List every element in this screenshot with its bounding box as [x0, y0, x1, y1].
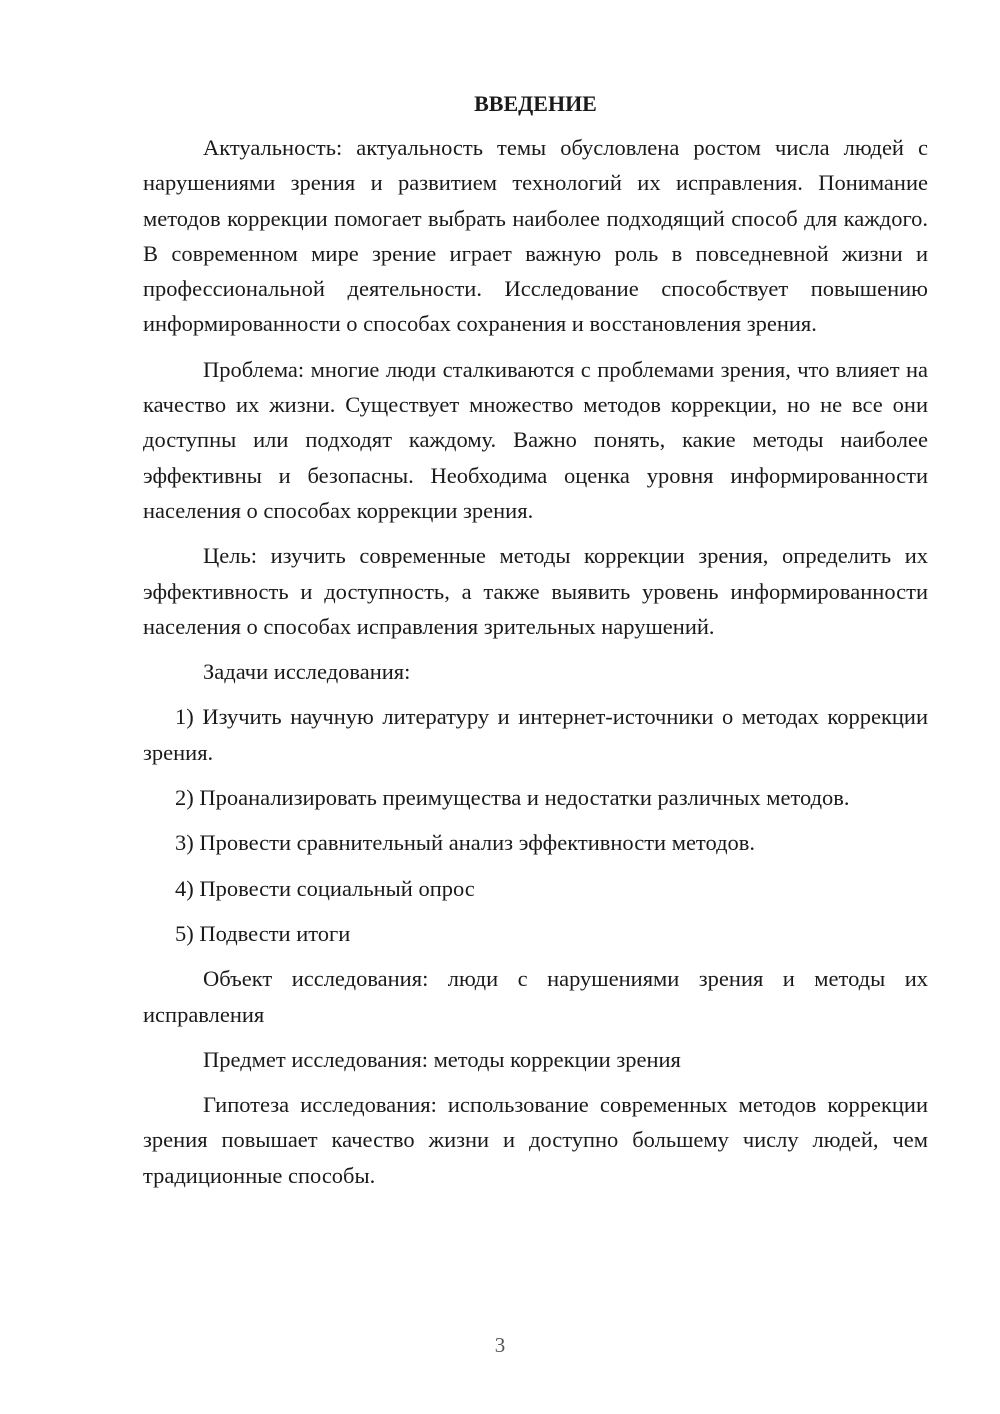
page-number: 3 [494, 1333, 506, 1357]
task-item: 2) Проанализировать преимущества и недостатки различных методов. [175, 785, 850, 811]
task-item: 5) Подвести итоги [175, 920, 351, 946]
relevance-paragraph: Актуальность: актуальность темы обусловлена ростом числа людей с нарушениями зрения и развитием технологий их исправления. Понимание методов коррекции помогает выбрать наиболее подходящий способ для каждого. В современном мире зрение играет важную роль в повседневной жизни и профессиональной деятельности. Исследование способствует повышению информированности о способах сохранения и восстановления зрения. [143, 135, 928, 337]
document-page [143, 90, 928, 1193]
goal-paragraph: Цель: изучить современные методы коррекции зрения, определить их эффективность и доступность, а также выявить уровень информированности населения о способах исправления зрительных нарушений. [143, 543, 928, 639]
hypothesis-paragraph: Гипотеза исследования: использование современных методов коррекции зрения повышает качество жизни и доступно большему числу людей, чем традиционные способы. [143, 1092, 928, 1188]
task-item: 3) Провести сравнительный анализ эффективности методов. [175, 830, 756, 856]
tasks-heading: Задачи исследования: [203, 659, 411, 685]
task-item: 4) Провести социальный опрос [175, 875, 475, 901]
subject-paragraph: Предмет исследования: методы коррекции зрения [203, 1046, 681, 1072]
task-item: 1) Изучить научную литературу и интернет-источники о методах коррекции зрения. [143, 704, 928, 765]
problem-paragraph: Проблема: многие люди сталкиваются с проблемами зрения, что влияет на качество их жизни. Существует множество методов коррекции, но не все они доступны или подходят каждому. Важно понять, какие методы наиболее эффективны и безопасны. Необходима оценка уровня информированности населения о способах коррекции зрения. [143, 356, 928, 523]
page-title: ВВЕДЕНИЕ [474, 91, 597, 116]
object-paragraph: Объект исследования: люди с нарушениями зрения и методы их исправления [143, 966, 928, 1027]
